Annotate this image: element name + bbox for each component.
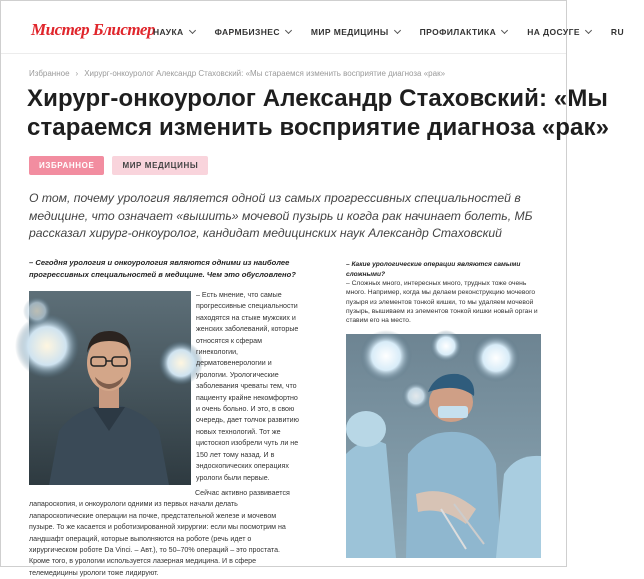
- interview-question-2: – Какие урологические операции являются самыми сложными?: [346, 261, 521, 278]
- breadcrumb-separator: ›: [75, 69, 79, 78]
- nav-item-science[interactable]: НАУКА: [153, 27, 195, 37]
- language-switch[interactable]: RU: [610, 27, 624, 37]
- tag-favorites[interactable]: ИЗБРАННОЕ: [29, 156, 104, 175]
- breadcrumb-current: Хирург-онкоуролог Александр Стаховский: «Мы стараемся изменить восприятие диагноза «рак»: [84, 69, 446, 78]
- doctor-portrait-photo: [29, 291, 191, 485]
- surgery-photo: [346, 334, 541, 558]
- main-nav: [153, 27, 644, 37]
- breadcrumb: [29, 69, 445, 78]
- chevron-down-icon: [189, 27, 196, 34]
- article-lead: О том, почему урология является одной из самых прогрессивных специальностей в медицине, что означает «вышить» мочевой пузырь и когда рак начинает болеть, МБ рассказал хирург-онкоуролог, кандидат медицинских наук Александр Стаховский: [29, 191, 533, 240]
- chevron-down-icon: [285, 27, 292, 34]
- tag-medicine-world[interactable]: МИР МЕДИЦИНЫ: [112, 156, 208, 175]
- breadcrumb-link-favorites[interactable]: Избранное: [29, 69, 70, 78]
- interview-answer-1-continued: Сейчас активно развивается лапароскопия, и онкоурологи одними из первых начали делать лапароскопические операции на почке, предстательной железе и мочевом пузыре. То же касается и роботизированной хирургии: если мы посмотрим на ландшафт операций, которые выполняются на роботе (речь идет о хирургическом роботе Da Vinci. – Авт.), то 50–70% операций – это простата. Кроме того, в урологии используется лазерная медицина. И в сфере телемедицины урологи тоже лидируют.: [29, 489, 290, 577]
- nav-item-leisure[interactable]: НА ДОСУГЕ: [527, 27, 591, 37]
- nav-item-medicine-world[interactable]: МИР МЕДИЦИНЫ: [311, 27, 400, 37]
- chevron-down-icon: [501, 27, 508, 34]
- nav-item-pharmbusiness[interactable]: ФАРМБИЗНЕС: [215, 27, 291, 37]
- chevron-down-icon: [585, 27, 592, 34]
- interview-answer-1-column: – Есть мнение, что самые прогрессивные специальности находятся на стыке мужских и женских заболеваний, которые относятся к сферам гинекологии, дерматовенерологии и урологии. Урологические заболевания чреваты тем, что пациенту крайне некомфортно и очень больно. И это, в свою очередь, дает толчок развитию новых технологий. Тот же цистоскоп изобрели чуть ли не 150 лет тому назад. И в эндоскопических операциях урологи были первые.: [196, 291, 299, 482]
- interview-answer-2: – Сложных много, интересных много, трудных тоже очень много. Например, когда мы делаем реконструкцию мочевого пузыря из элементов тонкой кишки, то мы удаляем мочевой пузырь, вышиваем из элементов тонкой кишки новый орган и ставим его на место.: [346, 280, 538, 325]
- chevron-down-icon: [394, 27, 401, 34]
- page-title: Хирург-онкоуролог Александр Стаховский: «Мы стараемся изменить восприятие диагноза «рак»: [27, 85, 610, 141]
- site-header: [1, 1, 624, 54]
- article-tags: [29, 156, 208, 175]
- site-logo[interactable]: Мистер Блистер: [31, 20, 155, 39]
- nav-item-prevention[interactable]: ПРОФИЛАКТИКА: [420, 27, 508, 37]
- interview-question-1: – Сегодня урология и онкоурология являются одними из наиболее прогрессивных специальностей в медицине. Чем это обусловлено?: [29, 258, 296, 279]
